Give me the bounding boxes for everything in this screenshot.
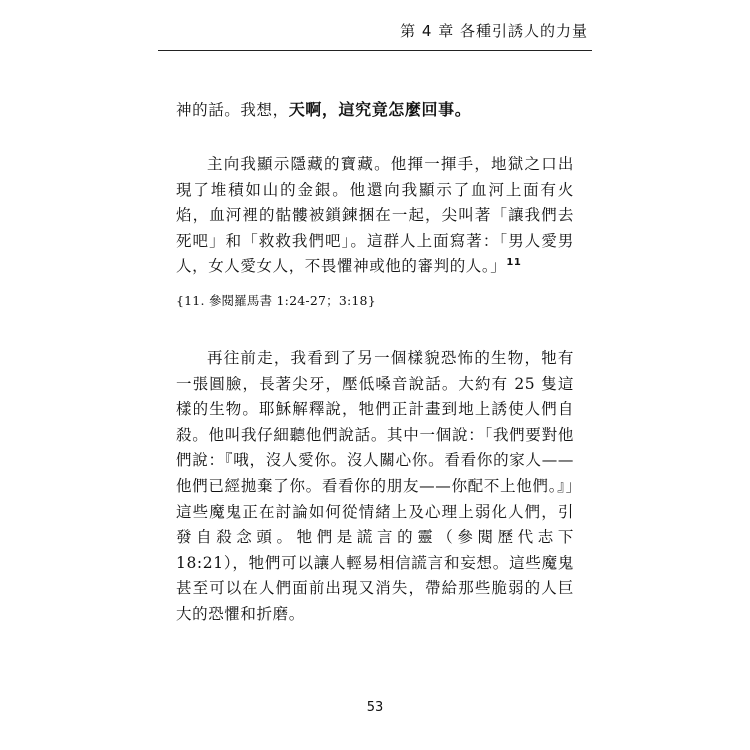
running-head: 第 4 章 各種引誘人的力量 <box>400 22 588 40</box>
page-number: 53 <box>366 700 384 715</box>
intro-lead-text: 神的話。我想， <box>176 101 289 119</box>
footnote-number: {11. <box>176 293 205 308</box>
intro-exclamation: 天啊，這究竟怎麼回事。 <box>288 100 472 119</box>
footnote-label: 參閱羅馬書 <box>208 293 273 308</box>
footnote <box>176 291 574 309</box>
paragraph-hidden-treasure <box>176 152 574 280</box>
header-rule <box>158 50 592 51</box>
paragraph-lying-spirits <box>176 346 574 628</box>
footnote-scripture-refs: 1:24-27；3:18} <box>276 293 376 308</box>
intro-paragraph <box>176 97 574 124</box>
paragraph-1-text: 主向我顯示隱藏的寶藏。他揮一揮手，地獄之口出現了堆積如山的金銀。他還向我顯示了血河上面有火焰，血河裡的骷髏被鎖鍊捆在一起，尖叫著「讓我們去死吧」和「救救我們吧」。這群人上面寫著：「男人愛男人，女人愛女人，不畏懼神或他的審判的人。」 <box>176 155 574 276</box>
paragraph-2-text: 再往前走，我看到了另一個樣貌恐怖的生物，牠有一張圓臉，長著尖牙，壓低嗓音說話。大約有 25 隻這樣的生物。耶穌解釋說，牠們正計畫到地上誘使人們自殺。他叫我仔細聽他們說話。其中一個說：「我們要對他們說：『哦，沒人愛你。沒人關心你。看看你的家人——他們已經拋棄了你。看看你的朋友——你配不上他們。』」這些魔鬼正在討論如何從情緒上及心理上弱化人們，引發自殺念頭。牠們是謊言的靈（參閱歷代志下 18:21），牠們可以讓人輕易相信謊言和妄想。這些魔鬼甚至可以在人們面前出現又消失，帶給那些脆弱的人巨大的恐懼和折磨。 <box>176 349 574 623</box>
footnote-reference: 11 <box>506 257 522 269</box>
